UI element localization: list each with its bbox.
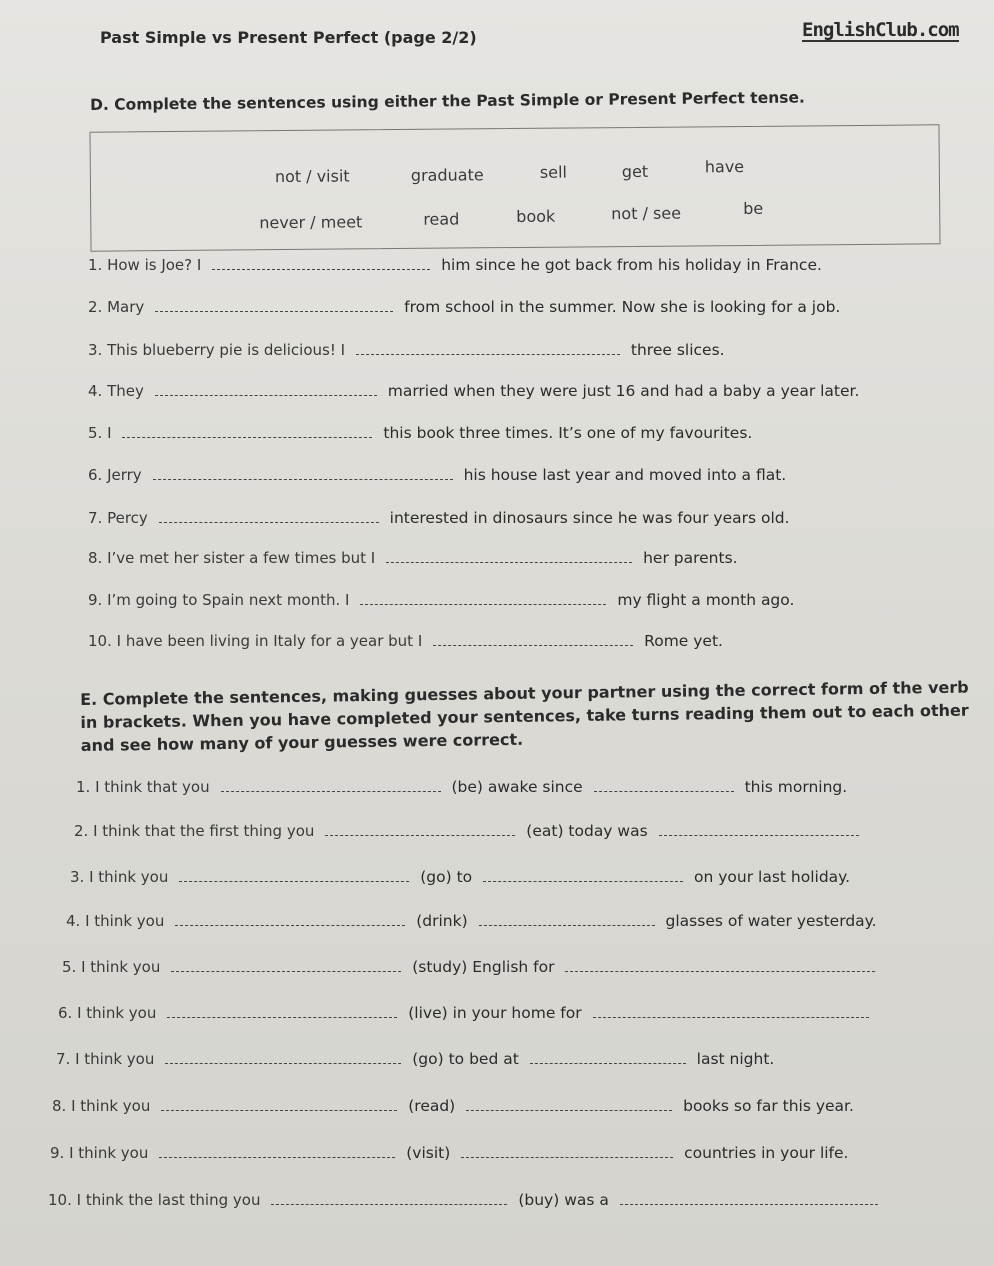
answer-blank[interactable] xyxy=(461,1156,673,1158)
sentence-d-3 xyxy=(88,341,725,359)
sentence-d-9 xyxy=(88,591,794,609)
sentence-start: 5. I xyxy=(88,424,112,442)
verb-prompt: (live) in your home for xyxy=(408,1004,582,1022)
answer-blank[interactable] xyxy=(483,880,683,882)
sentence-end: Rome yet. xyxy=(644,632,723,650)
verb-prompt: (read) xyxy=(408,1097,456,1115)
word-option: have xyxy=(704,157,745,177)
sentence-e-4 xyxy=(66,912,877,930)
sentence-end: his house last year and moved into a flat. xyxy=(463,466,787,484)
sentence-part: 2. I think that the first thing you xyxy=(74,822,315,840)
answer-blank[interactable] xyxy=(155,310,393,312)
answer-blank[interactable] xyxy=(356,353,620,355)
answer-blank[interactable] xyxy=(159,521,379,523)
word-option: never / meet xyxy=(259,212,363,233)
sentence-d-10 xyxy=(88,632,723,650)
sentence-part: 9. I think you xyxy=(50,1144,149,1162)
sentence-end: married when they were just 16 and had a baby a year later. xyxy=(387,382,860,400)
answer-blank[interactable] xyxy=(155,394,377,396)
answer-blank[interactable] xyxy=(386,561,632,563)
sentence-d-1 xyxy=(88,256,822,274)
word-option: sell xyxy=(539,162,568,182)
sentence-d-5 xyxy=(88,424,752,442)
sentence-part: 3. I think you xyxy=(70,868,169,886)
answer-blank[interactable] xyxy=(167,1016,397,1018)
sentence-end: last night. xyxy=(696,1050,775,1068)
answer-blank[interactable] xyxy=(212,268,430,270)
sentence-start: 3. This blueberry pie is delicious! I xyxy=(88,341,346,359)
sentence-start: 2. Mary xyxy=(88,298,145,316)
sentence-end: glasses of water yesterday. xyxy=(665,912,877,930)
sentence-start: 4. They xyxy=(88,382,144,400)
sentence-end: books so far this year. xyxy=(683,1097,854,1115)
answer-blank[interactable] xyxy=(153,478,453,480)
sentence-e-5 xyxy=(62,958,881,976)
word-option: graduate xyxy=(410,165,484,185)
sentence-d-8 xyxy=(88,549,738,567)
answer-blank[interactable] xyxy=(165,1062,401,1064)
sentence-e-7 xyxy=(56,1050,774,1068)
sentence-e-3 xyxy=(70,868,850,886)
answer-blank[interactable] xyxy=(122,436,372,438)
sentence-d-4 xyxy=(88,382,859,400)
answer-blank[interactable] xyxy=(466,1109,672,1111)
sentence-e-9 xyxy=(50,1144,848,1162)
sentence-start: 10. I have been living in Italy for a year but I xyxy=(88,632,423,650)
answer-blank[interactable] xyxy=(594,790,734,792)
word-option: get xyxy=(621,161,649,182)
answer-blank[interactable] xyxy=(159,1156,395,1158)
section-e-title: E. Complete the sentences, making guesses about your partner using the correct form of the verb in brackets. When you have completed your sentences, take turns reading them out to each other and see how many of your guesses were correct. xyxy=(80,677,969,755)
verb-prompt: (visit) xyxy=(406,1144,451,1162)
sentence-end: from school in the summer. Now she is looking for a job. xyxy=(404,298,841,316)
sentence-e-8 xyxy=(52,1097,854,1115)
sentence-end: interested in dinosaurs since he was four years old. xyxy=(389,509,790,527)
sentence-end: this book three times. It’s one of my favourites. xyxy=(383,424,753,442)
word-option: read xyxy=(423,209,460,229)
word-option: book xyxy=(516,206,556,226)
answer-blank[interactable] xyxy=(221,790,441,792)
verb-prompt: (eat) today was xyxy=(526,822,648,840)
answer-blank[interactable] xyxy=(171,970,401,972)
answer-blank[interactable] xyxy=(433,644,633,646)
sentence-d-7 xyxy=(88,509,790,527)
word-option: not / visit xyxy=(274,166,350,187)
sentence-part: 5. I think you xyxy=(62,958,161,976)
answer-blank[interactable] xyxy=(565,970,875,972)
sentence-start: 8. I’ve met her sister a few times but I xyxy=(88,549,376,567)
sentence-start: 6. Jerry xyxy=(88,466,142,484)
sentence-part: 7. I think you xyxy=(56,1050,155,1068)
answer-blank[interactable] xyxy=(360,603,606,605)
verb-prompt: (study) English for xyxy=(412,958,555,976)
verb-prompt: (buy) was a xyxy=(518,1191,609,1209)
sentence-d-2 xyxy=(88,298,840,316)
sentence-e-2 xyxy=(74,822,865,840)
sentence-part: 10. I think the last thing you xyxy=(48,1191,261,1209)
answer-blank[interactable] xyxy=(271,1203,507,1205)
answer-blank[interactable] xyxy=(175,924,405,926)
sentence-end: her parents. xyxy=(643,549,738,567)
sentence-end: this morning. xyxy=(744,778,848,796)
sentence-end: my flight a month ago. xyxy=(617,591,795,609)
verb-prompt: (go) to bed at xyxy=(412,1050,519,1068)
answer-blank[interactable] xyxy=(593,1016,869,1018)
sentence-part: 6. I think you xyxy=(58,1004,157,1022)
page-title: Past Simple vs Present Perfect (page 2/2) xyxy=(100,28,477,47)
answer-blank[interactable] xyxy=(325,834,515,836)
sentence-part: 1. I think that you xyxy=(76,778,210,796)
answer-blank[interactable] xyxy=(530,1062,686,1064)
answer-blank[interactable] xyxy=(620,1203,878,1205)
sentence-end: three slices. xyxy=(630,341,725,359)
section-d-title: D. Complete the sentences using either the Past Simple or Present Perfect tense. xyxy=(90,88,805,114)
sentence-start: 1. How is Joe? I xyxy=(88,256,202,274)
verb-prompt: (be) awake since xyxy=(451,778,583,796)
word-option: not / see xyxy=(611,203,682,224)
sentence-end: on your last holiday. xyxy=(694,868,851,886)
answer-blank[interactable] xyxy=(659,834,859,836)
brand-logo: EnglishClub.com xyxy=(802,19,959,41)
verb-prompt: (go) to xyxy=(420,868,473,886)
verb-prompt: (drink) xyxy=(416,912,468,930)
sentence-e-10 xyxy=(48,1191,884,1209)
sentence-end: him since he got back from his holiday in France. xyxy=(441,256,822,274)
word-box xyxy=(89,124,940,251)
sentence-e-1 xyxy=(76,778,847,796)
word-option: be xyxy=(743,198,764,219)
answer-blank[interactable] xyxy=(479,924,655,926)
sentence-part: 4. I think you xyxy=(66,912,165,930)
sentence-end: countries in your life. xyxy=(684,1144,849,1162)
sentence-e-6 xyxy=(58,1004,875,1022)
sentence-start: 9. I’m going to Spain next month. I xyxy=(88,591,350,609)
sentence-part: 8. I think you xyxy=(52,1097,151,1115)
answer-blank[interactable] xyxy=(179,880,409,882)
sentence-start: 7. Percy xyxy=(88,509,148,527)
answer-blank[interactable] xyxy=(161,1109,397,1111)
sentence-d-6 xyxy=(88,466,786,484)
